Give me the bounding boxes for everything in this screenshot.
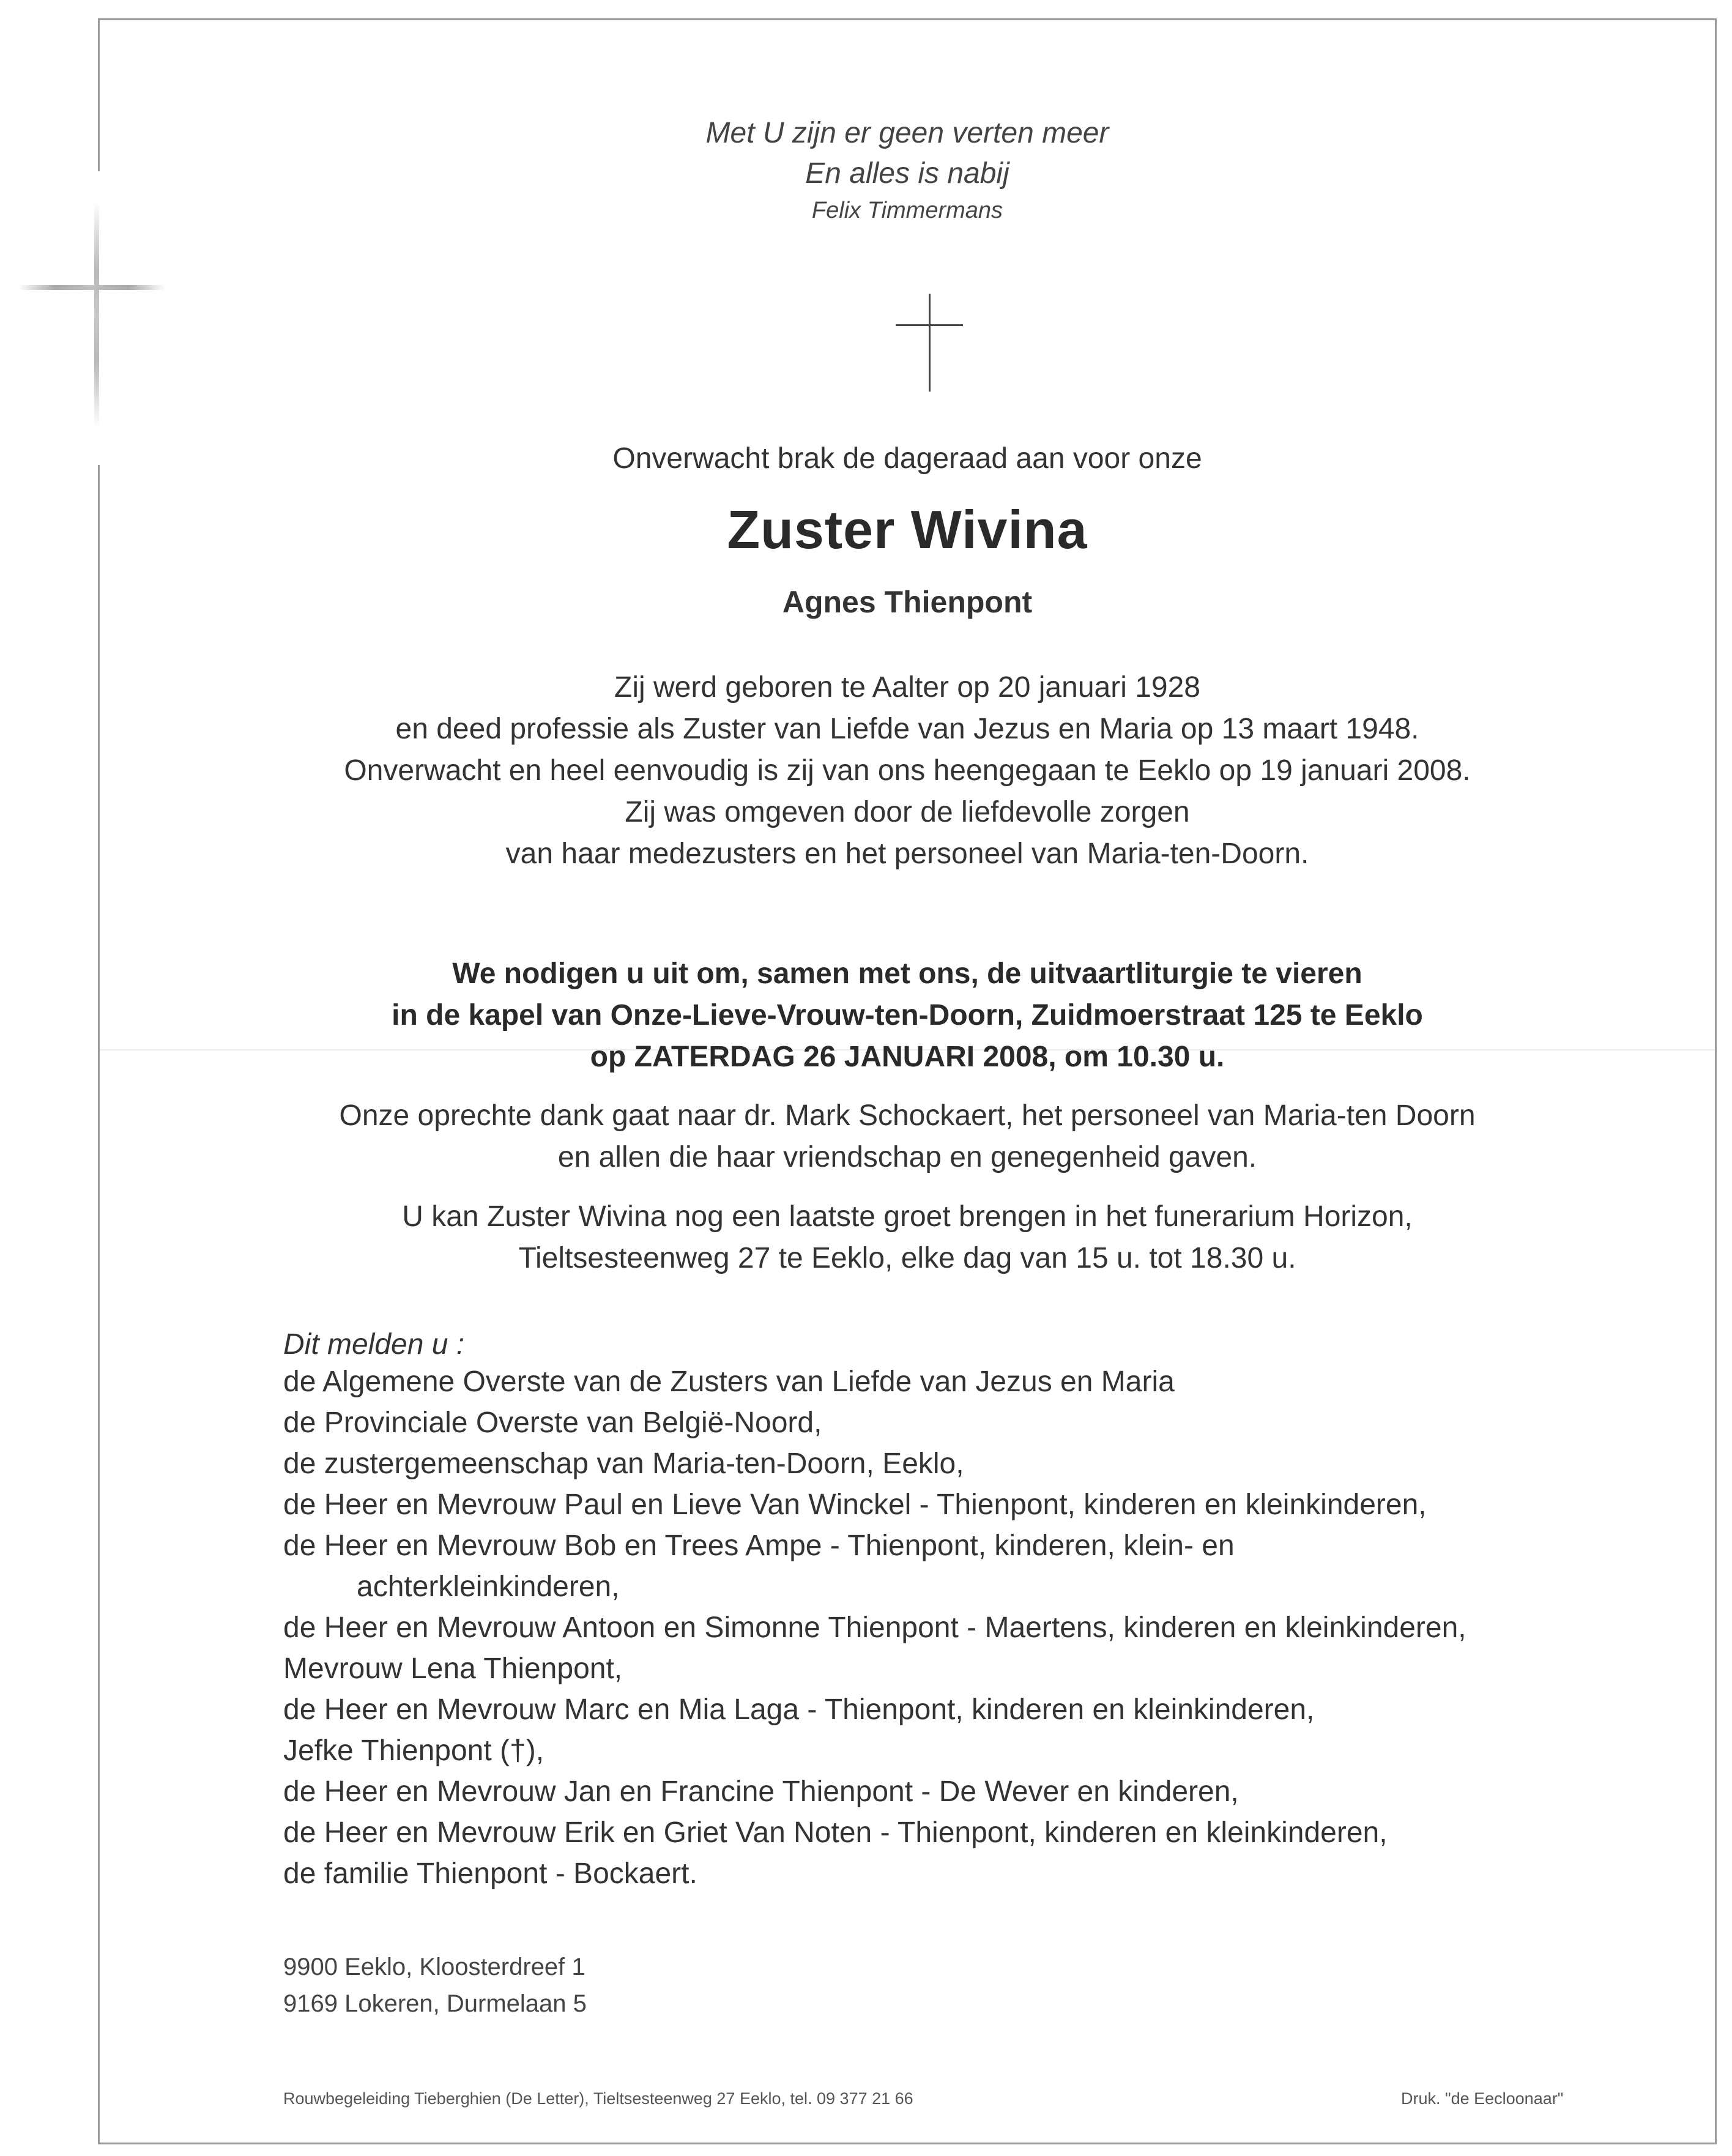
list-item: de zustergemeenschap van Maria-ten-Doorn, Eeklo, bbox=[283, 1448, 964, 1480]
list-item: Jefke Thienpont (†), bbox=[283, 1734, 545, 1767]
list-item: de Heer en Mevrouw Marc en Mia Laga - Thienpont, kinderen en kleinkinderen, bbox=[283, 1693, 1315, 1726]
quote-line: En alles is nabij bbox=[805, 157, 1009, 190]
bio-line: Zij werd geboren te Aalter op 20 januari 1928 bbox=[614, 671, 1200, 704]
quote-author: Felix Timmermans bbox=[811, 198, 1003, 223]
quote-block bbox=[100, 113, 1715, 224]
list-item: Mevrouw Lena Thienpont, bbox=[283, 1652, 623, 1685]
printer-info: Druk. "de Eecloonaar" bbox=[1401, 2089, 1564, 2108]
list-item: de familie Thienpont - Bockaert. bbox=[283, 1857, 697, 1890]
undertaker-info: Rouwbegeleiding Tieberghien (De Letter), Tieltsesteenweg 27 Eeklo, tel. 09 377 21 66 bbox=[283, 2089, 913, 2108]
visit-line: U kan Zuster Wivina nog een laatste groet brengen in het funerarium Horizon, bbox=[402, 1200, 1413, 1233]
biography bbox=[100, 667, 1715, 875]
list-item: de Heer en Mevrouw Paul en Lieve Van Winckel - Thienpont, kinderen en kleinkinderen, bbox=[283, 1489, 1427, 1521]
thanks-line: en allen die haar vriendschap en genegenheid gaven. bbox=[557, 1141, 1257, 1173]
civil-name: Agnes Thienpont bbox=[782, 585, 1033, 619]
cross-icon bbox=[896, 294, 963, 392]
announcers-list bbox=[283, 1328, 1690, 1894]
visit-line: Tieltsesteenweg 27 te Eeklo, elke dag van 15 u. tot 18.30 u. bbox=[518, 1242, 1296, 1274]
address-line: 9900 Eeklo, Kloosterdreef 1 bbox=[283, 1953, 585, 1980]
thanks-block bbox=[100, 1095, 1715, 1178]
announcers-heading: Dit melden u : bbox=[283, 1328, 465, 1361]
quote-line: Met U zijn er geen verten meer bbox=[705, 117, 1109, 149]
bio-line: en deed professie als Zuster van Liefde van Jezus en Maria op 13 maart 1948. bbox=[395, 713, 1419, 745]
bio-line: van haar medezusters en het personeel van Maria-ten-Doorn. bbox=[505, 838, 1309, 870]
bio-line: Zij was omgeven door de liefdevolle zorgen bbox=[625, 796, 1190, 828]
list-item: de Algemene Overste van de Zusters van Liefde van Jezus en Maria bbox=[283, 1366, 1175, 1398]
invitation-line: in de kapel van Onze-Lieve-Vrouw-ten-Doorn, Zuidmoerstraat 125 te Eeklo bbox=[392, 999, 1423, 1032]
side-cross-icon-horizontal bbox=[18, 285, 165, 290]
addresses bbox=[283, 1949, 1690, 2022]
bio-line: Onverwacht en heel eenvoudig is zij van ons heengegaan te Eeklo op 19 januari 2008. bbox=[344, 754, 1471, 787]
visitation-block bbox=[100, 1196, 1715, 1279]
list-item: de Heer en Mevrouw Bob en Trees Ampe - Thienpont, kinderen, klein- en bbox=[283, 1530, 1235, 1562]
address-line: 9169 Lokeren, Durmelaan 5 bbox=[283, 1990, 587, 2017]
deceased-name: Zuster Wivina bbox=[727, 499, 1088, 560]
invitation-line: op ZATERDAG 26 JANUARI 2008, om 10.30 u. bbox=[590, 1041, 1225, 1073]
list-item: de Provinciale Overste van België-Noord, bbox=[283, 1407, 822, 1439]
list-item: de Heer en Mevrouw Antoon en Simonne Thienpont - Maertens, kinderen en kleinkinderen, bbox=[283, 1611, 1466, 1644]
list-item: de Heer en Mevrouw Erik en Griet Van Noten - Thienpont, kinderen en kleinkinderen, bbox=[283, 1816, 1388, 1849]
list-item: achterkleinkinderen, bbox=[357, 1571, 620, 1603]
funeral-invitation bbox=[100, 953, 1715, 1078]
intro-text: Onverwacht brak de dageraad aan voor onze bbox=[612, 442, 1202, 475]
list-item: de Heer en Mevrouw Jan en Francine Thienpont - De Wever en kinderen, bbox=[283, 1775, 1239, 1808]
side-cross-icon-vertical bbox=[94, 202, 99, 428]
thanks-line: Onze oprechte dank gaat naar dr. Mark Schockaert, het personeel van Maria-ten Doorn bbox=[339, 1099, 1476, 1132]
invitation-line: We nodigen u uit om, samen met ons, de uitvaartliturgie te vieren bbox=[452, 957, 1362, 990]
